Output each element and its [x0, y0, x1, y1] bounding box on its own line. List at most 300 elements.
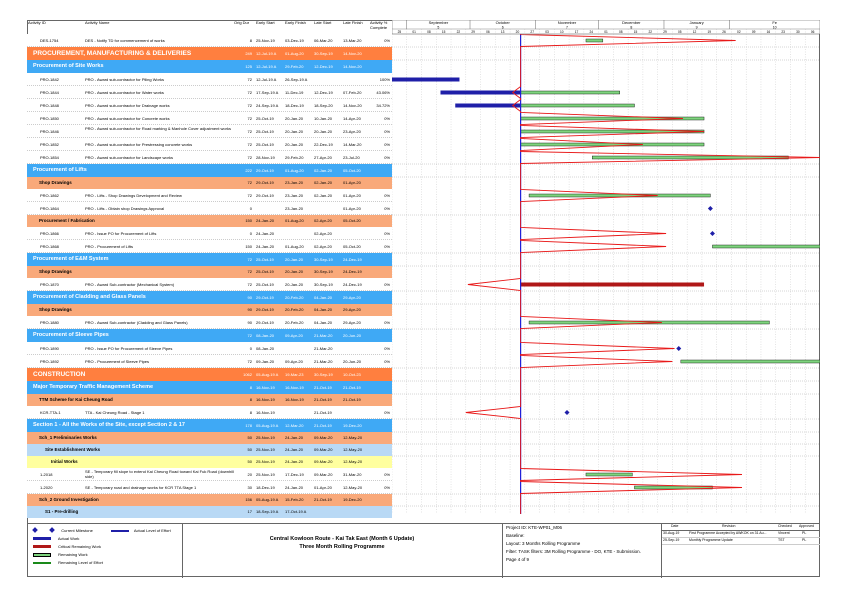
project-info [502, 524, 662, 578]
loe-bar-swatch [33, 562, 51, 564]
early-finish: 17-Dec-19 [285, 472, 304, 477]
activity-name: Section 1 - All the Works of the Site, except Section 2 & 17 [33, 422, 185, 428]
activity-name: SE - Temporary road and drainage works for KCR TTA Stage 1 [85, 485, 197, 490]
revision-approved: PL [802, 538, 807, 542]
orig-dur: 72 [247, 142, 252, 147]
early-finish: 24-Jan-20 [285, 435, 304, 440]
table-row[interactable] [27, 99, 392, 112]
table-row[interactable] [27, 227, 392, 240]
week-label: 24 [589, 30, 594, 34]
activity-name: Procurement / Fabrication [39, 218, 95, 223]
early-finish: 12-Mar-20 [285, 423, 304, 428]
early-finish: 20-Feb-20 [285, 320, 304, 325]
week-label: 29 [663, 30, 667, 34]
activity-name: Site Establishment Works [45, 447, 101, 452]
late-finish: 29-Apr-20 [343, 295, 361, 300]
week-label: 25 [397, 30, 402, 34]
late-finish: 20-Jun-20 [343, 333, 362, 338]
report-subtitle: Three Month Rolling Programme [299, 544, 385, 550]
milestone-diamond [676, 346, 681, 351]
table-row[interactable] [27, 189, 392, 202]
activity-id: PRO-1870 [40, 282, 59, 287]
early-start: 05-Aug-19 A [256, 423, 279, 428]
week-label: 01 [604, 30, 608, 34]
month-number: 7 [566, 25, 568, 30]
actual-work-bar [392, 78, 459, 82]
early-start: 25-Oct-19 [256, 269, 274, 274]
late-start: 06-Mar-20 [314, 38, 333, 43]
late-start: 22-Dec-19 [314, 142, 333, 147]
table-row[interactable] [27, 138, 392, 151]
month-number: 5 [437, 25, 440, 30]
late-start: 12-Dec-19 [314, 90, 333, 95]
late-finish: 31-Mar-20 [343, 472, 362, 477]
early-finish: 20-Jan-20 [285, 269, 304, 274]
wbs-row[interactable] [27, 506, 392, 518]
pct-complete: 0% [384, 320, 390, 325]
week-label: 20 [515, 30, 520, 34]
actual-bar-swatch [33, 537, 51, 540]
orig-dur: 72 [247, 103, 252, 108]
month-number: 10 [772, 25, 777, 30]
week-label: 12 [692, 30, 697, 34]
late-start: 21-Mar-20 [314, 346, 333, 351]
activity-name: Shop Drawings [39, 180, 72, 185]
wbs-row[interactable] [27, 381, 392, 394]
orig-dur: 1062 [243, 372, 252, 377]
activity-name: PRO - Procurement of Lifts [85, 244, 134, 249]
activity-name: TTA - Kai Cheung Road - Stage 1 [85, 410, 145, 415]
early-finish: 29-Feb-20 [285, 64, 304, 69]
early-finish: 09-Apr-20 [285, 359, 303, 364]
activity-id: PRO-1880 [40, 320, 59, 325]
orig-dur: 156 [245, 497, 252, 502]
orig-dur: 50 [247, 459, 252, 464]
activity-id: PRO-1868 [40, 244, 59, 249]
late-start: 30-Sep-19 [314, 51, 333, 56]
table-row[interactable] [27, 355, 392, 368]
table-row[interactable] [27, 278, 392, 291]
legend-box [27, 524, 183, 578]
orig-dur: 0 [249, 346, 252, 351]
early-start: 24-Jan-20 [256, 218, 275, 223]
table-row[interactable] [27, 240, 392, 253]
late-finish: 23-Apr-20 [343, 129, 361, 134]
activity-id: PRO-1854 [40, 155, 59, 160]
table-row[interactable] [27, 112, 392, 125]
late-finish: 13-Mar-20 [343, 38, 362, 43]
project-id: Project ID: KTE-WP01_M06 [506, 525, 563, 530]
actual-work-bar [440, 91, 520, 95]
late-start: 21-Oct-19 [314, 397, 332, 402]
table-row[interactable] [27, 86, 392, 99]
pct-complete: 100% [379, 77, 390, 82]
col-pct-complete: Activity % Complete [370, 21, 388, 30]
activity-id: PRO-1890 [40, 346, 59, 351]
activity-id: PRO-1864 [40, 206, 59, 211]
wbs-row[interactable] [27, 456, 392, 468]
pct-complete: 0% [384, 193, 390, 198]
revision-date: 25-Sep-19 [663, 538, 680, 542]
week-label: 10 [559, 30, 564, 34]
wbs-row[interactable] [27, 444, 392, 456]
late-finish: 24-Dec-19 [343, 282, 362, 287]
late-finish: 23-Jul-20 [343, 155, 360, 160]
orig-dur: 50 [247, 447, 252, 452]
early-start: 29-Oct-19 [256, 168, 274, 173]
activity-id: PRO-1850 [40, 116, 59, 121]
wbs-row[interactable] [27, 215, 392, 227]
pct-complete: 0% [384, 116, 390, 121]
pct-complete: 0% [384, 142, 390, 147]
early-finish: 20-Jan-20 [285, 116, 304, 121]
week-label: 15 [633, 30, 638, 34]
week-label: 03 [545, 30, 549, 34]
late-start: 12-Dec-19 [314, 64, 333, 69]
orig-dur: 90 [247, 295, 252, 300]
legend-label: Remaining Work [58, 552, 88, 557]
early-finish: 24-Jan-20 [285, 459, 304, 464]
revision-col-date: Date [671, 524, 679, 528]
orig-dur: 222 [245, 168, 252, 173]
orig-dur: 72 [247, 116, 252, 121]
activity-name: Procurement of E&M System [33, 256, 109, 262]
wbs-row[interactable] [27, 47, 392, 60]
pct-complete: 0% [384, 129, 390, 134]
late-start: 02-Jan-20 [314, 193, 333, 198]
activity-id: PRO-1842 [40, 77, 59, 82]
table-row[interactable] [27, 406, 392, 419]
table-row[interactable] [27, 481, 392, 494]
revision-col-revision: Revision [722, 524, 736, 528]
early-start: 24-Jan-20 [256, 244, 275, 249]
revision-desc: Monthly Programme Update [689, 538, 733, 542]
pct-complete: 0% [384, 485, 390, 490]
footer [27, 523, 820, 578]
early-finish: 20-Jan-20 [285, 282, 304, 287]
activity-name: PRO - Issue PO for Procurement of Lifts [85, 231, 157, 236]
late-finish: 05-Oct-20 [343, 244, 361, 249]
month-label: October [495, 20, 510, 25]
table-row[interactable] [27, 125, 392, 138]
early-start: 25-Nov-19 [256, 435, 275, 440]
month-label: September [428, 20, 449, 25]
activity-name: PRO - Issue PO for Procurement of Sleeve Pipes [85, 346, 173, 351]
early-finish: 11-Dec-19 [285, 90, 304, 95]
early-start: 09-Jan-20 [256, 359, 275, 364]
legend-item-remaining-loe [33, 560, 103, 565]
table-row[interactable] [27, 316, 392, 329]
milestone-diamond [564, 410, 569, 415]
early-start: 25-Oct-19 [256, 129, 274, 134]
week-label: 26 [722, 30, 726, 34]
orig-dur: 72 [247, 269, 252, 274]
wbs-row[interactable] [27, 60, 392, 73]
orig-dur: 0 [249, 206, 252, 211]
late-finish: 05-Oct-20 [343, 218, 361, 223]
pct-complete: 0% [384, 472, 390, 477]
wbs-row[interactable] [27, 266, 392, 278]
early-finish: 15-Feb-20 [285, 497, 304, 502]
remaining-bar-swatch [33, 553, 51, 557]
legend-item-actual-loe [111, 528, 171, 533]
title-block [182, 524, 503, 578]
early-start: 08-Jan-20 [256, 346, 275, 351]
wbs-row[interactable] [27, 177, 392, 189]
early-finish: 19-Mar-23 [285, 372, 304, 377]
legend-item-milestone [33, 528, 93, 533]
remaining-work-bar [521, 91, 620, 94]
week-label: 09 [751, 30, 756, 34]
remaining-work-bar [681, 360, 820, 363]
legend-item-remaining [33, 552, 88, 557]
remaining-work-bar [529, 194, 710, 197]
orig-dur: 72 [247, 257, 252, 262]
late-finish: 01-Apr-20 [343, 180, 361, 185]
activity-name: PROCUREMENT, MANUFACTURING & DELIVERIES [33, 50, 192, 57]
late-finish: 19-Dec-20 [343, 497, 362, 502]
month-label: December [622, 20, 641, 25]
early-finish: 20-Feb-20 [285, 307, 304, 312]
late-finish: 12-May-20 [343, 435, 363, 440]
activity-name: SE - Temporary fill slope to extend Kai Cheung Road toward Kai Fuk Road (downhill side) [85, 469, 234, 479]
early-finish: 24-Jan-20 [285, 485, 304, 490]
month-label: November [557, 20, 577, 25]
late-finish: 19-Dec-20 [343, 423, 362, 428]
orig-dur: 8 [249, 38, 252, 43]
activity-name: Shop Drawings [39, 269, 72, 274]
remaining-work-bar [586, 473, 632, 476]
pct-complete: 0% [384, 282, 390, 287]
filter-text: Filter: TASK filters: 3M Rolling Programme - DO, KTE - Submission. [506, 549, 641, 554]
wbs-row[interactable] [27, 494, 392, 506]
early-finish: 24-Jan-20 [285, 447, 304, 452]
orig-dur: 72 [247, 193, 252, 198]
wbs-row[interactable] [27, 304, 392, 316]
orig-dur: 17 [247, 509, 252, 514]
late-finish: 14-Nov-20 [343, 51, 362, 56]
late-start: 02-Apr-20 [314, 231, 332, 236]
early-finish: 09-Apr-20 [285, 333, 303, 338]
early-finish: 23-Jan-20 [285, 180, 304, 185]
activity-name: Major Temporary Traffic Management Scheme [33, 384, 154, 390]
pct-complete: 0% [384, 231, 390, 236]
pct-complete: 0% [384, 38, 390, 43]
orig-dur: 72 [247, 282, 252, 287]
orig-dur: 72 [247, 90, 252, 95]
revision-row [662, 538, 820, 545]
activity-name: Procurement of Cladding and Glass Panels [33, 294, 146, 300]
orig-dur: 30 [247, 485, 252, 490]
late-finish: 01-Apr-20 [343, 206, 361, 211]
early-start: 16-Nov-19 [256, 397, 275, 402]
wbs-row[interactable] [27, 432, 392, 444]
milestone-diamond-icon [32, 527, 38, 533]
table-row[interactable] [27, 73, 392, 86]
early-start: 16-Nov-19 [256, 385, 275, 390]
wbs-row[interactable] [27, 253, 392, 266]
remaining-work-bar [586, 39, 603, 42]
activity-name: TTM Scheme for Kai Cheung Road [39, 397, 113, 402]
orig-dur: 8 [249, 385, 252, 390]
legend-label: Current Milestone [61, 528, 93, 533]
col-early-start: Early Start [256, 21, 275, 25]
early-start: 12-Jul-19 A [256, 51, 277, 56]
wbs-row[interactable] [27, 329, 392, 342]
late-start: 21-Oct-19 [314, 423, 332, 428]
activity-name: S1 - Pre-drilling [45, 509, 79, 514]
early-finish: 01-Aug-20 [285, 218, 304, 223]
early-finish: 03-Dec-19 [285, 38, 304, 43]
orig-dur: 90 [247, 320, 252, 325]
early-start: 05-Aug-19 A [256, 497, 279, 502]
col-orig-dur: Orig Dur [234, 21, 250, 25]
late-start: 02-Apr-20 [314, 218, 332, 223]
pct-complete: 34.72% [376, 103, 390, 108]
late-finish: 21-Oct-19 [343, 385, 361, 390]
wbs-row[interactable] [27, 164, 392, 177]
remaining-work-bar [529, 321, 769, 324]
table-row[interactable] [27, 342, 392, 355]
activity-name: PRO - Award sub-contractor for Prestressing concrete works [85, 142, 193, 147]
orig-dur: 72 [247, 129, 252, 134]
activity-id: PRO-1852 [40, 142, 59, 147]
activity-id: PRO-1844 [40, 90, 59, 95]
activity-name: PRO - Award Sub-contractor (Mechanical System) [85, 282, 175, 287]
col-early-finish: Early Finish [285, 21, 306, 25]
late-start: 21-Oct-19 [314, 410, 332, 415]
late-start: 21-Mar-20 [314, 333, 333, 338]
activity-id: PRO-1892 [40, 359, 59, 364]
activity-name: PRO - Award sub-contractor for Road marking & Manhole Cover adjustment works [85, 126, 231, 131]
wbs-row[interactable] [27, 419, 392, 432]
legend-label: Actual Level of Effort [133, 528, 171, 533]
week-label: 01 [412, 30, 416, 34]
activity-id: KCR-TTA-1 [40, 410, 61, 415]
early-start: 25-Nov-19 [256, 459, 275, 464]
table-row[interactable] [27, 202, 392, 215]
late-start: 04-Jan-20 [314, 295, 333, 300]
early-start: 29-Oct-19 [256, 295, 274, 300]
wbs-row[interactable] [27, 291, 392, 304]
week-label: 29 [471, 30, 475, 34]
orig-dur: 150 [245, 244, 252, 249]
early-finish: 16-Nov-19 [285, 397, 304, 402]
milestone-diamond-icon [49, 527, 55, 533]
week-label: 06 [810, 30, 815, 34]
early-start: 12-Jul-19 A [256, 64, 277, 69]
table-row[interactable] [27, 151, 392, 164]
gantt-svg [392, 20, 820, 514]
late-finish: 01-Apr-20 [343, 193, 361, 198]
early-finish: 20-Jan-20 [285, 257, 304, 262]
early-finish: 18-Dec-19 [285, 103, 304, 108]
table-row[interactable] [27, 468, 392, 481]
late-finish: 14-Nov-20 [343, 103, 362, 108]
late-finish: 29-Apr-20 [343, 307, 361, 312]
early-start: 29-Oct-19 [256, 193, 274, 198]
orig-dur: 72 [247, 180, 252, 185]
wbs-row[interactable] [27, 394, 392, 406]
activity-name: PRO - Award Sub-contractor (Cladding and Glass Panels) [85, 320, 188, 325]
table-header [27, 20, 392, 35]
orig-dur: 0 [249, 231, 252, 236]
early-start: 25-Nov-19 [256, 38, 275, 43]
activity-name: Sch_2 Ground Investigation [39, 497, 99, 502]
late-finish: 12-May-20 [343, 447, 363, 452]
late-start: 09-Mar-20 [314, 447, 333, 452]
orig-dur: 125 [245, 64, 252, 69]
late-finish: 24-Dec-19 [343, 269, 362, 274]
late-start: 09-Mar-20 [314, 435, 333, 440]
revision-table [662, 524, 820, 546]
early-finish: 16-Nov-19 [285, 385, 304, 390]
activity-name: PRO - Lifts - Shop Drawings Development and Review [85, 193, 182, 198]
activity-id: PRO-1866 [40, 231, 59, 236]
late-start: 02-Jan-20 [314, 180, 333, 185]
early-start: 18-Dec-19 [256, 485, 275, 490]
early-finish: 20-Feb-20 [285, 295, 304, 300]
late-start: 30-Sep-19 [314, 257, 333, 262]
week-label: 15 [441, 30, 446, 34]
orig-dur: 72 [247, 155, 252, 160]
revision-checked: TST [778, 538, 785, 542]
actual-loe-swatch [111, 530, 129, 532]
early-start: 05-Aug-19 A [256, 372, 279, 377]
activity-name: PRO - Award sub-contractor for Landscape works [85, 155, 173, 160]
late-finish: 10-Oct-23 [343, 372, 361, 377]
orig-dur: 8 [249, 410, 252, 415]
late-start: 21-Mar-20 [314, 359, 333, 364]
late-start: 30-Sep-19 [314, 372, 333, 377]
table-row[interactable] [27, 34, 392, 47]
early-start: 24-Sep-19 A [256, 103, 279, 108]
revision-desc: First Programme Accepted by AWKOK on 31 Au... [689, 531, 767, 535]
month-label: January [689, 20, 704, 25]
orig-dur: 72 [247, 333, 252, 338]
week-label: 22 [648, 30, 653, 34]
pct-complete: 0% [384, 244, 390, 249]
week-label: 05 [678, 30, 682, 34]
revision-checked: Vincent [778, 531, 790, 535]
late-start: 01-Apr-20 [314, 485, 332, 490]
activity-name: PRO - Award sub-contractor for Concrete works [85, 116, 170, 121]
early-start: 17-Sep-19 A [256, 90, 279, 95]
orig-dur: 20 [247, 472, 252, 477]
legend-label: Remaining Level of Effort [58, 560, 103, 565]
wbs-row[interactable] [27, 368, 392, 381]
early-finish: 29-Feb-20 [285, 155, 304, 160]
orig-dur: 178 [245, 423, 252, 428]
layout-name: Layout: 3 Months Rolling Programme [506, 541, 581, 546]
week-label: 17 [574, 30, 579, 34]
early-finish: 23-Jan-20 [285, 206, 304, 211]
early-start: 25-Oct-19 [256, 282, 274, 287]
late-start: 10-Jan-20 [314, 116, 333, 121]
late-start: 09-Mar-20 [314, 459, 333, 464]
revision-col-approved: Approved [799, 524, 814, 528]
late-finish: 05-Oct-20 [343, 168, 361, 173]
late-start: 02-Jan-20 [314, 168, 333, 173]
late-start: 20-Jan-20 [314, 129, 333, 134]
orig-dur: 8 [249, 397, 252, 402]
early-finish: 26-Sep-19 A [285, 77, 308, 82]
activity-name: PRO - Award sub-contractor for Water works [85, 90, 164, 95]
month-number: 9 [695, 25, 698, 30]
activity-id: PRO-1862 [40, 193, 59, 198]
pct-complete: 0% [384, 359, 390, 364]
late-start: 09-Mar-20 [314, 472, 333, 477]
